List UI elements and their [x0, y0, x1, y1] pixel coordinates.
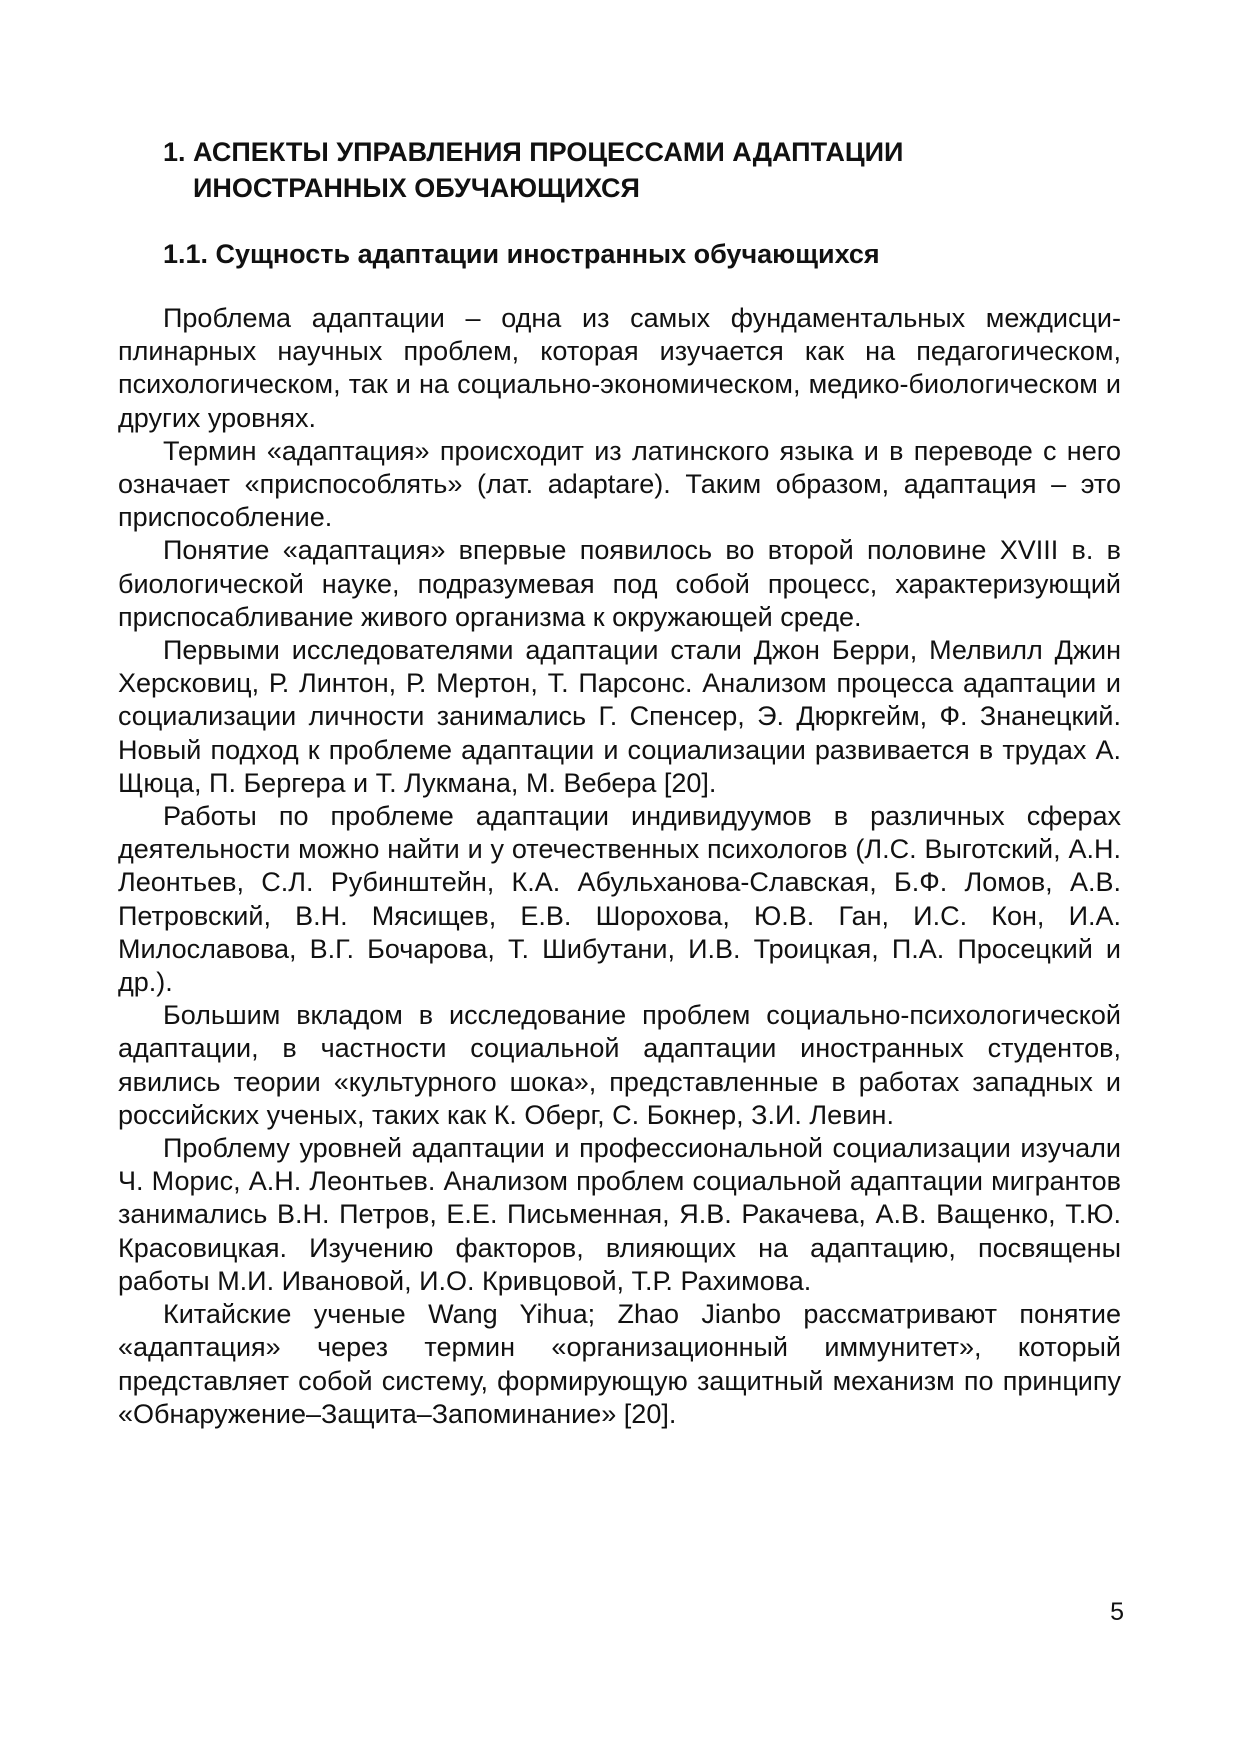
paragraph-1: Проблема адаптации – одна из самых фундаментальных междисциплинарных научных проблем, которая изучается как на педагогическом, психологическом, так и на социально-экономическом, медико-биологическом и других уровнях.	[118, 303, 1121, 433]
paragraph-5: Работы по проблеме адаптации индивидуумов в различных сферах деятельности можно найти и у отечественных психологов (Л.С. Выготский, А.Н. Леонтьев, С.Л. Рубинштейн, К.А. Абульханова-Славская, Б.Ф. Ломов, А.В. Петровский, В.Н. Мясищев, Е.В. Шорохова, Ю.В. Ган, И.С. Кон, И.А. Милославова, В.Г. Бочарова, Т. Шибутани, И.В. Троицкая, П.А. Просецкий и др.).	[118, 801, 1121, 998]
paragraph-8: Китайские ученые Wang Yihua; Zhao Jianbo рассматривают понятие «адаптация» через термин «организационный иммунитет», который представляет собой систему, формирующую защитный механизм по принципу «Обнаружение–Защита–Запоминание» [20].	[118, 1299, 1121, 1429]
paragraph-3: Понятие «адаптация» впервые появилось во второй половине XVIII в. в биологической науке, подразумевая под собой процесс, характеризующий приспосабливание живого организма к окружающей среде.	[118, 535, 1121, 632]
chapter-title-line-2: ИНОСТРАННЫХ ОБУЧАЮЩИХСЯ	[193, 173, 640, 203]
chapter-title-line-1: 1. АСПЕКТЫ УПРАВЛЕНИЯ ПРОЦЕССАМИ АДАПТАЦИИ	[163, 137, 904, 167]
body-text	[118, 302, 1121, 1431]
chapter-title	[163, 134, 1123, 206]
paragraph-4: Первыми исследователями адаптации стали Джон Берри, Мелвилл Джин Херсковиц, Р. Линтон, Р. Мертон, Т. Парсонс. Анализом процесса адаптации и социализации личности занимались Г. Спенсер, Э. Дюркгейм, Ф. Знанецкий. Новый подход к проблеме адаптации и социализации развивается в трудах А. Щюца, П. Бергера и Т. Лукмана, М. Вебера [20].	[118, 635, 1121, 798]
paragraph-6: Большим вкладом в исследование проблем социально-психологической адаптации, в частности социальной адаптации иностранных студентов, явились теории «культурного шока», представленные в работах западных и российских ученых, таких как К. Оберг, С. Бокнер, З.И. Левин.	[118, 1000, 1121, 1130]
section-title: 1.1. Сущность адаптации иностранных обучающихся	[163, 239, 880, 269]
page-number: 5	[1110, 1598, 1124, 1626]
paragraph-2: Термин «адаптация» происходит из латинского языка и в переводе с него означает «приспособлять» (лат. adaptare). Таким образом, адаптация – это приспособление.	[118, 435, 1121, 533]
paragraph-7: Проблему уровней адаптации и профессиональной социализации изучали Ч. Морис, А.Н. Леонтьев. Анализом проблем социальной адаптации мигрантов занимались В.Н. Петров, Е.Е. Письменная, Я.В. Ракачева, А.В. Ващенко, Т.Ю. Красовицкая. Изучению факторов, влияющих на адаптацию, посвящены работы М.И. Ивановой, И.О. Кривцовой, Т.Р. Рахимова.	[118, 1133, 1121, 1296]
